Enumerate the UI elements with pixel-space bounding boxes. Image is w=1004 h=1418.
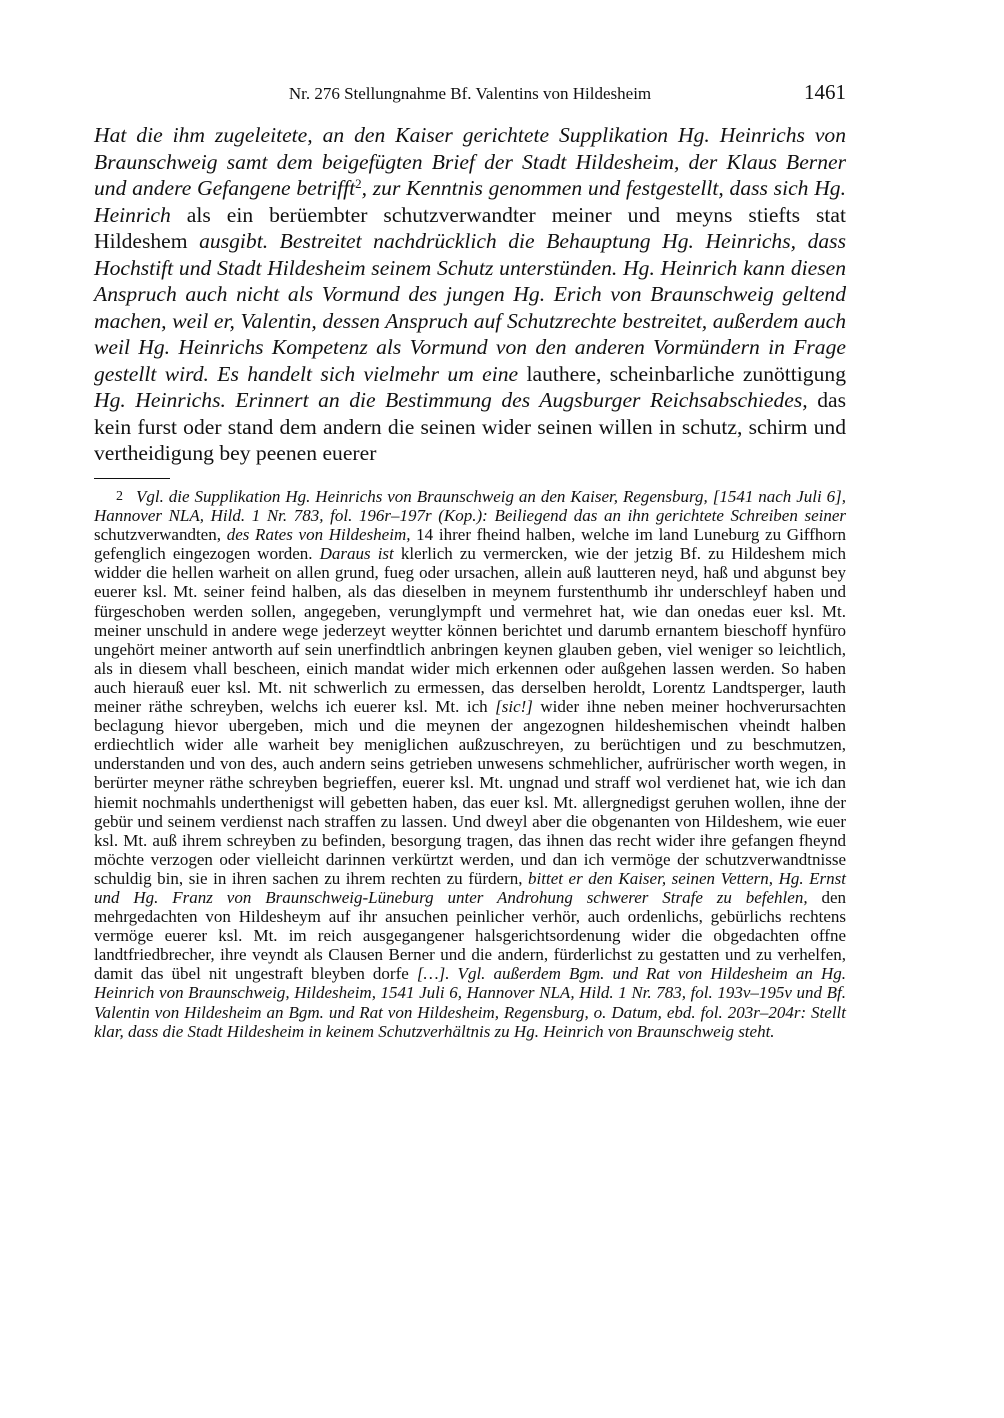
italic-text-segment: […]. Vgl. außerdem Bgm. und Rat von Hildesheim an Hg. Heinrich von Braunschweig, Hildesheim, 1541 Juli 6, Hannover NLA, Hild. 1 Nr. 783, fol. 193v–195v und Bf. Valentin von Hildesheim an Bgm. und Rat von Hildesheim, Regensburg, o. Datum, ebd. fol. 203r–204r: Stellt klar, dass die Stadt Hildesheim in keinem Schutzverhältnis zu Hg. Heinrich von Braunschweig steht. <box>94 964 847 1041</box>
italic-text-segment: Hat die ihm zugeleitete, an den Kaiser gerichtete Supplikation Hg. Heinrichs von Braunschweig samt dem beigefügten Brief der Stadt Hildesheim, der Klaus Berner und andere Gefangene betrifft <box>94 123 846 200</box>
text-segment: als ein berüembter schutzverwandter meiner und meyns stiefts stat Hildeshem <box>94 202 846 253</box>
text-segment: klerlich zu vermercken, wie der jetzig Bf. zu Hildeshem mich widder die hellen warheit on allen grund, fueg oder ursachen, allein auß lautteren neyd, haß und abgunst bey euerer ksl. Mt. seiner feind halben, als das dieselben in meynem furstenthumb ihr underschleyf haben und fürgeschoben werden sollen, angegeben, verunglympft und vermehret hat, wie dan onedas euer ksl. Mt. meiner unschuld in andere wege jederzeyt weytter können berichtet und darumb ernantem bieschoff hynfüro ungehört meiner antworth auf sein unerfindtlich anbringen keynen glauben geben, viel weniger so leichtlich, als in diesem vhall bescheen, einich mandat wider mich erkennen oder außgehen lassen werden. So haben auch hierauß euer ksl. Mt. nit schwerlich zu ermessen, das derselben heroldt, Lorentz Landtsperger, lauth meiner räthe schreyben, welchs ich euerer ksl. Mt. ich <box>94 544 846 717</box>
italic-text-segment: [sic!] <box>495 697 533 717</box>
italic-text-segment: , zur Kenntnis genommen und festgestellt, dass sich Hg. Heinrich <box>94 176 846 227</box>
text-segment: schutzverwandten, <box>94 525 227 545</box>
italic-text-segment: des Rates von Hildesheim, <box>226 525 411 545</box>
text-segment: 14 ihrer fheind halben, welche im land Luneburg zu Giffhorn gefenglich eingezogen worden. <box>94 525 846 564</box>
italic-text-segment: Daraus ist <box>319 544 394 564</box>
italic-text-segment: Vgl. die Supplikation Hg. Heinrichs von Braunschweig an den Kaiser, Regensburg, [1541 nach Juli 6], Hannover NLA, Hild. 1 Nr. 783, fol. 196r–197r (Kop.): Beiliegend das an ihn gerichtete Schreiben seiner <box>94 487 846 526</box>
text-segment: lauthere, scheinbarliche zunöttigung <box>518 361 846 386</box>
page-number: 1461 <box>804 80 846 104</box>
italic-text-segment: Hg. Heinrichs. Erinnert an die Bestimmung des Augsburger Reichsabschiedes, <box>94 388 808 412</box>
running-head <box>94 80 846 107</box>
text-segment: das kein furst oder stand dem andern die seinen wider seinen willen in schutz, schirm und vertheidigung bey peenen euerer <box>94 388 846 465</box>
italic-text-segment: ausgibt. Bestreitet nachdrücklich die Behauptung Hg. Heinrichs, dass Hochstift und Stadt Hildesheim seinem Schutz unterstünden. Hg. Heinrich kann diesen Anspruch auch nicht als Vormund des jungen Hg. Erich von Braunschweig geltend machen, weil er, Valentin, dessen Anspruch auf Schutzrechte bestreitet, außerdem auch weil Hg. Heinrichs Kompetenz als Vormund von den anderen Vormündern in Frage gestellt wird. Es handelt sich vielmehr um eine <box>94 229 846 386</box>
footnote-reference: 2 <box>355 176 362 191</box>
italic-text-segment: bittet er den Kaiser, seinen Vettern, Hg. Ernst und Hg. Franz von Braunschweig-Lüneburg unter Androhung schwerer Strafe zu befehlen, <box>94 868 846 907</box>
main-paragraph <box>94 122 846 467</box>
running-title: Nr. 276 Stellungnahme Bf. Valentins von Hildesheim <box>288 84 652 103</box>
text-segment: den mehrgedachten von Hildesheym auf ihr ansuchen peinlicher verhör, auch ordenlichs, gebürlichs rechtens vermöge euerer ksl. Mt. im reich ausgegangener halsgerichtsordenung wider die obgedachten offne landtfriedbrecher, ihre veyndt als Clausen Berner und die andern, fürderlichst zu gestatten und zu verhelfen, damit das übel nit ungestraft bleyben dorfe <box>94 887 847 984</box>
footnote-rule <box>94 478 170 479</box>
footnote-marker: 2 <box>116 489 123 504</box>
text-segment: wider ihne neben meiner hochverursachten beclagung hievor ubergeben, mich und die meynen der angezognen hildeshemischen vheindt halben erdiechtlich wider alle warheit bey meniglichen außzuschreyen, zu berüchtigen und zu beschmutzen, understanden und von des, auch andern seins getrieben unwesens schmehlicher, aufrürischer worth wegen, in berürter meyner räthe schreyben begrieffen, euerer ksl. Mt. ungnad und straff wol verdienet hat, wie ich dan hiemit nochmahls underthenigst will gebetten haben, das euer ksl. Mt. allergnedigst geruhen wollen, ihne der gebür und seinem verdienst nach straffen zu lassen. Und dweyl aber die obgenanten von Hildeshem, wie euer ksl. Mt. auß ihrem schreyben zu befinden, besorgung tragen, das ihnen das recht wider ihre gefangen fheynd möchte verzogen oder vielleicht darinnen verkürtzt werden, und dan ich vermöge der schutzverwandtnisse schuldig bin, sie in ihren sachen zu ihrem rechten zu fürdern, <box>94 697 847 888</box>
footnote-2 <box>94 487 846 1041</box>
